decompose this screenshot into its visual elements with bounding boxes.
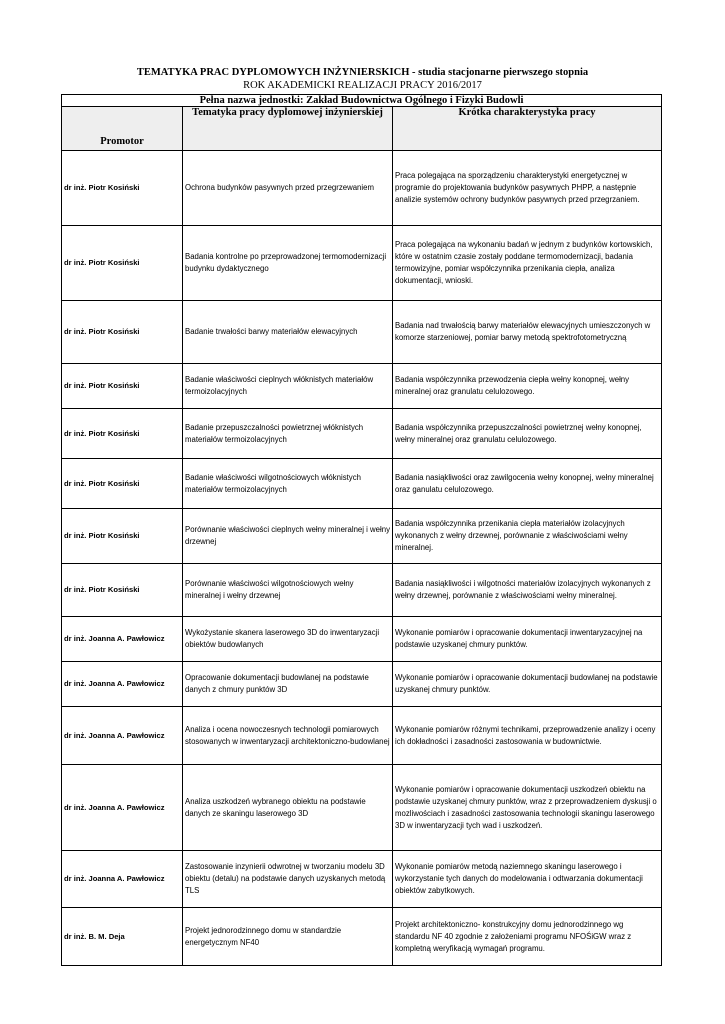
topic-cell: Badanie trwałości barwy materiałów elewacyjnych [183, 301, 393, 364]
topic-cell: Badanie właściwości wilgotnościowych włóknistych materiałów termoizolacyjnych [183, 459, 393, 509]
col-header-description: Krótka charakterystyka pracy [393, 107, 662, 151]
promotor-cell: dr inż. Piotr Kosiński [62, 151, 183, 226]
topic-cell: Analiza uszkodzeń wybranego obiektu na podstawie danych ze skaningu laserowego 3D [183, 765, 393, 851]
topic-cell: Opracowanie dokumentacji budowlanej na podstawie danych z chmury punktów 3D [183, 662, 393, 707]
description-cell: Wykonanie pomiarów i opracowanie dokumentacji uszkodzeń obiektu na podstawie uzyskanej chmury punktów, wraz z przeprowadzeniem dyskusji o mozliwościach i zasadności zastosowania technologii skaningu laserowego 3D w inwentaryzacji tych wad i uszkodzeń. [393, 765, 662, 851]
topic-cell: Zastosowanie inzynierii odwrotnej w tworzaniu modelu 3D obiektu (detalu) na podstawie danych uzyskanych metodą TLS [183, 851, 393, 908]
topic-cell: Wykożystanie skanera laserowego 3D do inwentaryzacji obiektów budowlanych [183, 617, 393, 662]
promotor-cell: dr inż. Piotr Kosiński [62, 226, 183, 301]
description-cell: Praca polegająca na wykonaniu badań w jednym z budynków kortowskich, które w ostatnim czasie zostały poddane termomodernizacji, badania termowizyjne, pomiar współczynnika przenikania ciepła, analiza dokumentacji, wnioski. [393, 226, 662, 301]
description-cell: Wykonanie pomiarów i opracowanie dokumentacji inwentaryzacyjnej na podstawie uzyskanej chmury punktów. [393, 617, 662, 662]
table-row [62, 364, 662, 409]
promotor-cell: dr inż. Piotr Kosiński [62, 301, 183, 364]
description-cell: Badania nasiąkliwości i wilgotności materiałów izolacyjnych wykonanych z wełny drzewnej, porównanie z właściwościami wełny mineralnej. [393, 564, 662, 617]
topic-cell: Badanie przepuszczalności powietrznej włóknistych materiałów termoizolacyjnych [183, 409, 393, 459]
promotor-cell: dr inż. Piotr Kosiński [62, 409, 183, 459]
table-row [62, 617, 662, 662]
promotor-cell: dr inż. Joanna A. Pawłowicz [62, 617, 183, 662]
description-cell: Wykonanie pomiarów różnymi technikami, przeprowadzenie analizy i oceny ich dokładności i zasadności zastosowania w budownictwie. [393, 707, 662, 765]
table-row [62, 908, 662, 966]
unit-row [62, 95, 662, 107]
description-cell: Badania współczynnika przepuszczalności powietrznej wełny konopnej, wełny mineralnej oraz granulatu celulozowego. [393, 409, 662, 459]
thesis-topics-table [61, 94, 662, 966]
description-cell: Badania współczynnika przewodzenia ciepła wełny konopnej, wełny mineralnej oraz granulatu celulozowego. [393, 364, 662, 409]
table-row [62, 851, 662, 908]
description-cell: Badania współczynnika przenikania ciepła materiałów izolacyjnych wykonanych z wełny drzewnej, porównanie z właściwościami wełny mineralnej. [393, 509, 662, 564]
description-cell: Badania nasiąkliwości oraz zawilgocenia wełny konopnej, wełny mineralnej oraz ganulatu celulozowego. [393, 459, 662, 509]
table-row [62, 662, 662, 707]
topic-cell: Badania kontrolne po przeprowadzonej termomodernizacji budynku dydaktycznego [183, 226, 393, 301]
topic-cell: Analiza i ocena nowoczesnych technologii pomiarowych stosowanych w inwentaryzacji architektoniczno-budowlanej [183, 707, 393, 765]
promotor-cell: dr inż. Piotr Kosiński [62, 459, 183, 509]
topic-cell: Badanie właściwości cieplnych włóknistych materiałów termoizolacyjnych [183, 364, 393, 409]
table-row [62, 765, 662, 851]
description-cell: Wykonanie pomiarów metodą naziemnego skaningu laserowego i wykorzystanie tych danych do modelowania i odtwarzania dokumentacji obiektów zabytkowych. [393, 851, 662, 908]
unit-name: Pełna nazwa jednostki: Zakład Budownictwa Ogólnego i Fizyki Budowli [62, 95, 662, 107]
document-title: TEMATYKA PRAC DYPLOMOWYCH INŻYNIERSKICH - studia stacjonarne pierwszego stopnia [136, 67, 589, 78]
description-cell: Badania nad trwałością barwy materiałów elewacyjnych umieszczonych w komorze starzeniowej, pomiar barwy metodą spektrofotometryczną [393, 301, 662, 364]
promotor-cell: dr inż. B. M. Deja [62, 908, 183, 966]
table-row [62, 301, 662, 364]
topic-cell: Porównanie właściwości cieplnych wełny mineralnej i wełny drzewnej [183, 509, 393, 564]
description-cell: Praca polegająca na sporządzeniu charakterystyki energetycznej w programie do projektowania budynków pasywnych PHPP, a następnie analizie systemów ochrony budynków pasywnych przed przegrzaniem. [393, 151, 662, 226]
promotor-cell: dr inż. Joanna A. Pawłowicz [62, 707, 183, 765]
description-cell: Projekt architektoniczno- konstrukcyjny domu jednorodzinnego wg standardu NF 40 zgodnie z założeniami programu NFOŚiGW wraz z kompletną weryfikacją wymagań programu. [393, 908, 662, 966]
promotor-cell: dr inż. Piotr Kosiński [62, 564, 183, 617]
topic-cell: Ochrona budynków pasywnych przed przegrzewaniem [183, 151, 393, 226]
promotor-cell: dr inż. Piotr Kosiński [62, 509, 183, 564]
col-header-topic: Tematyka pracy dyplomowej inżynierskiej [183, 107, 393, 151]
table-row [62, 409, 662, 459]
header-row [62, 107, 662, 151]
table-row [62, 151, 662, 226]
table-row [62, 564, 662, 617]
table-row [62, 459, 662, 509]
table-row [62, 226, 662, 301]
table-row [62, 707, 662, 765]
promotor-cell: dr inż. Piotr Kosiński [62, 364, 183, 409]
topic-cell: Porównanie właściwości wilgotnościowych wełny mineralnej i wełny drzewnej [183, 564, 393, 617]
description-cell: Wykonanie pomiarów i opracowanie dokumentacji budowlanej na podstawie uzyskanej chmury punktów. [393, 662, 662, 707]
promotor-cell: dr inż. Joanna A. Pawłowicz [62, 851, 183, 908]
col-header-promotor: Promotor [62, 107, 183, 151]
academic-year: ROK AKADEMICKI REALIZACJI PRACY 2016/2017 [243, 80, 482, 91]
promotor-cell: dr inż. Joanna A. Pawłowicz [62, 765, 183, 851]
promotor-cell: dr inż. Joanna A. Pawłowicz [62, 662, 183, 707]
table-row [62, 509, 662, 564]
topic-cell: Projekt jednorodzinnego domu w standardzie energetycznym NF40 [183, 908, 393, 966]
